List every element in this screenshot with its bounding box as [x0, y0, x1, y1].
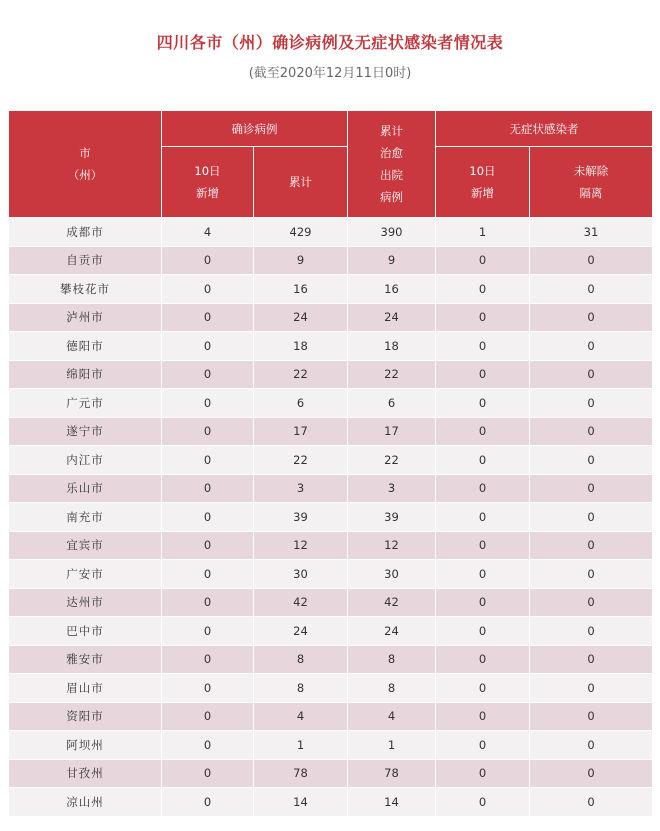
- cell-recovered: 12: [348, 531, 436, 560]
- cell-asym-pending: 0: [530, 674, 653, 703]
- cell-asym-new: 0: [436, 332, 530, 361]
- cell-city: 甘孜州: [9, 759, 162, 788]
- cell-confirmed-new: 0: [162, 360, 254, 389]
- cell-confirmed-total: 3: [254, 474, 348, 503]
- cell-asym-new: 0: [436, 360, 530, 389]
- cell-recovered: 3: [348, 474, 436, 503]
- table-subtitle: (截至2020年12月11日0时): [248, 66, 412, 81]
- table-row: [9, 417, 653, 446]
- cell-asym-new: 0: [436, 702, 530, 731]
- header-confirmed-new: [162, 147, 254, 218]
- cell-asym-new: 0: [436, 389, 530, 418]
- table-body: [9, 218, 653, 817]
- table-row: [9, 360, 653, 389]
- cell-city: 泸州市: [9, 303, 162, 332]
- table-row: [9, 560, 653, 589]
- cell-asym-new: 0: [436, 275, 530, 304]
- cell-confirmed-new: 0: [162, 645, 254, 674]
- cell-confirmed-total: 8: [254, 645, 348, 674]
- table-row: [9, 588, 653, 617]
- cell-city: 资阳市: [9, 702, 162, 731]
- cell-city: 德阳市: [9, 332, 162, 361]
- cell-confirmed-total: 24: [254, 303, 348, 332]
- cell-asym-new: 1: [436, 218, 530, 247]
- header-recovered-line-2: 治愈: [380, 146, 403, 160]
- cell-recovered: 14: [348, 788, 436, 817]
- cell-asym-pending: 0: [530, 645, 653, 674]
- table-row: [9, 332, 653, 361]
- cell-recovered: 24: [348, 617, 436, 646]
- cell-asym-pending: 0: [530, 503, 653, 532]
- header-city: [9, 111, 162, 218]
- cell-asym-pending: 0: [530, 731, 653, 760]
- cell-city: 广元市: [9, 389, 162, 418]
- cell-city: 宜宾市: [9, 531, 162, 560]
- cell-confirmed-total: 24: [254, 617, 348, 646]
- cell-confirmed-new: 0: [162, 617, 254, 646]
- header-city-line-1: 市: [79, 146, 91, 160]
- cell-city: 成都市: [9, 218, 162, 247]
- cell-confirmed-total: 1: [254, 731, 348, 760]
- cell-recovered: 78: [348, 759, 436, 788]
- cell-confirmed-new: 0: [162, 674, 254, 703]
- table-row: [9, 759, 653, 788]
- header-confirmed-group: 确诊病例: [162, 111, 348, 147]
- cell-recovered: 4: [348, 702, 436, 731]
- table-row: [9, 788, 653, 817]
- cell-confirmed-total: 18: [254, 332, 348, 361]
- table-row: [9, 531, 653, 560]
- cell-recovered: 22: [348, 446, 436, 475]
- header-confirmed-new-line-1: 10日: [194, 164, 221, 178]
- table-row: [9, 275, 653, 304]
- cell-asym-pending: 31: [530, 218, 653, 247]
- cell-city: 眉山市: [9, 674, 162, 703]
- cell-confirmed-total: 429: [254, 218, 348, 247]
- cell-asym-new: 0: [436, 560, 530, 589]
- cell-recovered: 9: [348, 246, 436, 275]
- cell-asym-pending: 0: [530, 531, 653, 560]
- cell-asym-new: 0: [436, 503, 530, 532]
- cell-asym-new: 0: [436, 303, 530, 332]
- table-row: [9, 503, 653, 532]
- header-asymptomatic-group: 无症状感染者: [436, 111, 653, 147]
- table-row: [9, 702, 653, 731]
- header-asym-new-line-1: 10日: [469, 164, 496, 178]
- cell-asym-pending: 0: [530, 588, 653, 617]
- cell-confirmed-new: 0: [162, 389, 254, 418]
- cell-confirmed-new: 0: [162, 303, 254, 332]
- cell-asym-pending: 0: [530, 275, 653, 304]
- cell-confirmed-new: 0: [162, 332, 254, 361]
- cell-asym-pending: 0: [530, 788, 653, 817]
- cell-city: 阿坝州: [9, 731, 162, 760]
- cell-confirmed-total: 22: [254, 446, 348, 475]
- table-row: [9, 246, 653, 275]
- cell-recovered: 30: [348, 560, 436, 589]
- cell-confirmed-new: 0: [162, 788, 254, 817]
- header-city-line-2: （州）: [67, 168, 103, 182]
- cell-asym-pending: 0: [530, 702, 653, 731]
- header-asym-pending: [530, 147, 653, 218]
- cell-city: 遂宁市: [9, 417, 162, 446]
- cell-city: 绵阳市: [9, 360, 162, 389]
- cell-confirmed-total: 17: [254, 417, 348, 446]
- cell-confirmed-new: 0: [162, 246, 254, 275]
- cell-city: 凉山州: [9, 788, 162, 817]
- table-row: [9, 645, 653, 674]
- cell-confirmed-new: 0: [162, 531, 254, 560]
- cell-asym-pending: 0: [530, 474, 653, 503]
- cell-asym-new: 0: [436, 446, 530, 475]
- cell-confirmed-total: 16: [254, 275, 348, 304]
- cell-confirmed-total: 42: [254, 588, 348, 617]
- header-asym-pending-line-2: 隔离: [579, 186, 603, 200]
- cell-confirmed-new: 0: [162, 275, 254, 304]
- cell-confirmed-total: 4: [254, 702, 348, 731]
- cell-confirmed-new: 0: [162, 588, 254, 617]
- cell-city: 达州市: [9, 588, 162, 617]
- cell-recovered: 22: [348, 360, 436, 389]
- cell-city: 攀枝花市: [9, 275, 162, 304]
- cell-asym-pending: 0: [530, 360, 653, 389]
- cell-asym-new: 0: [436, 731, 530, 760]
- cell-asym-pending: 0: [530, 446, 653, 475]
- header-asym-pending-line-1: 未解除: [573, 164, 609, 178]
- cell-city: 巴中市: [9, 617, 162, 646]
- cell-city: 自贡市: [9, 246, 162, 275]
- cell-confirmed-new: 0: [162, 731, 254, 760]
- cell-asym-pending: 0: [530, 332, 653, 361]
- cell-city: 乐山市: [9, 474, 162, 503]
- table-row: [9, 731, 653, 760]
- cell-recovered: 18: [348, 332, 436, 361]
- cell-recovered: 1: [348, 731, 436, 760]
- cell-asym-new: 0: [436, 474, 530, 503]
- cell-confirmed-total: 30: [254, 560, 348, 589]
- table-row: [9, 389, 653, 418]
- cell-city: 内江市: [9, 446, 162, 475]
- cell-recovered: 8: [348, 645, 436, 674]
- cell-recovered: 6: [348, 389, 436, 418]
- cell-recovered: 390: [348, 218, 436, 247]
- table-row: [9, 303, 653, 332]
- cell-asym-new: 0: [436, 246, 530, 275]
- header-recovered-line-4: 病例: [380, 190, 403, 204]
- cell-recovered: 39: [348, 503, 436, 532]
- header-recovered-line-1: 累计: [380, 124, 403, 138]
- cell-city: 广安市: [9, 560, 162, 589]
- cell-confirmed-new: 0: [162, 702, 254, 731]
- cell-asym-new: 0: [436, 417, 530, 446]
- cell-recovered: 17: [348, 417, 436, 446]
- cell-recovered: 42: [348, 588, 436, 617]
- header-confirmed-new-line-2: 新增: [196, 186, 219, 200]
- cell-confirmed-new: 0: [162, 759, 254, 788]
- table-row: [9, 218, 653, 247]
- header-asym-new-line-2: 新增: [471, 186, 494, 200]
- cell-asym-pending: 0: [530, 617, 653, 646]
- table-row: [9, 617, 653, 646]
- cell-confirmed-new: 0: [162, 560, 254, 589]
- cell-confirmed-new: 4: [162, 218, 254, 247]
- cell-asym-pending: 0: [530, 389, 653, 418]
- cell-asym-pending: 0: [530, 246, 653, 275]
- header-asym-new: [436, 147, 530, 218]
- cell-asym-new: 0: [436, 645, 530, 674]
- cell-asym-pending: 0: [530, 759, 653, 788]
- table-title: 四川各市（州）确诊病例及无症状感染者情况表: [156, 33, 504, 52]
- cell-recovered: 8: [348, 674, 436, 703]
- cell-asym-new: 0: [436, 788, 530, 817]
- table-row: [9, 674, 653, 703]
- cell-asym-new: 0: [436, 588, 530, 617]
- cell-confirmed-total: 14: [254, 788, 348, 817]
- cases-table: [8, 110, 653, 817]
- cell-city: 雅安市: [9, 645, 162, 674]
- cell-confirmed-new: 0: [162, 446, 254, 475]
- cell-confirmed-total: 8: [254, 674, 348, 703]
- cell-confirmed-total: 12: [254, 531, 348, 560]
- cell-asym-new: 0: [436, 759, 530, 788]
- cell-asym-new: 0: [436, 531, 530, 560]
- table-row: [9, 446, 653, 475]
- cell-asym-pending: 0: [530, 417, 653, 446]
- cell-asym-new: 0: [436, 674, 530, 703]
- cell-asym-new: 0: [436, 617, 530, 646]
- header-confirmed-total: 累计: [254, 147, 348, 218]
- cell-confirmed-new: 0: [162, 503, 254, 532]
- header-recovered: [348, 111, 436, 218]
- cell-confirmed-total: 78: [254, 759, 348, 788]
- cell-confirmed-new: 0: [162, 417, 254, 446]
- cell-recovered: 24: [348, 303, 436, 332]
- table-row: [9, 474, 653, 503]
- header-recovered-line-3: 出院: [380, 168, 403, 182]
- cell-confirmed-total: 9: [254, 246, 348, 275]
- cell-confirmed-total: 39: [254, 503, 348, 532]
- cell-confirmed-total: 22: [254, 360, 348, 389]
- cell-confirmed-total: 6: [254, 389, 348, 418]
- cell-asym-pending: 0: [530, 560, 653, 589]
- cell-asym-pending: 0: [530, 303, 653, 332]
- cell-recovered: 16: [348, 275, 436, 304]
- cell-confirmed-new: 0: [162, 474, 254, 503]
- cell-city: 南充市: [9, 503, 162, 532]
